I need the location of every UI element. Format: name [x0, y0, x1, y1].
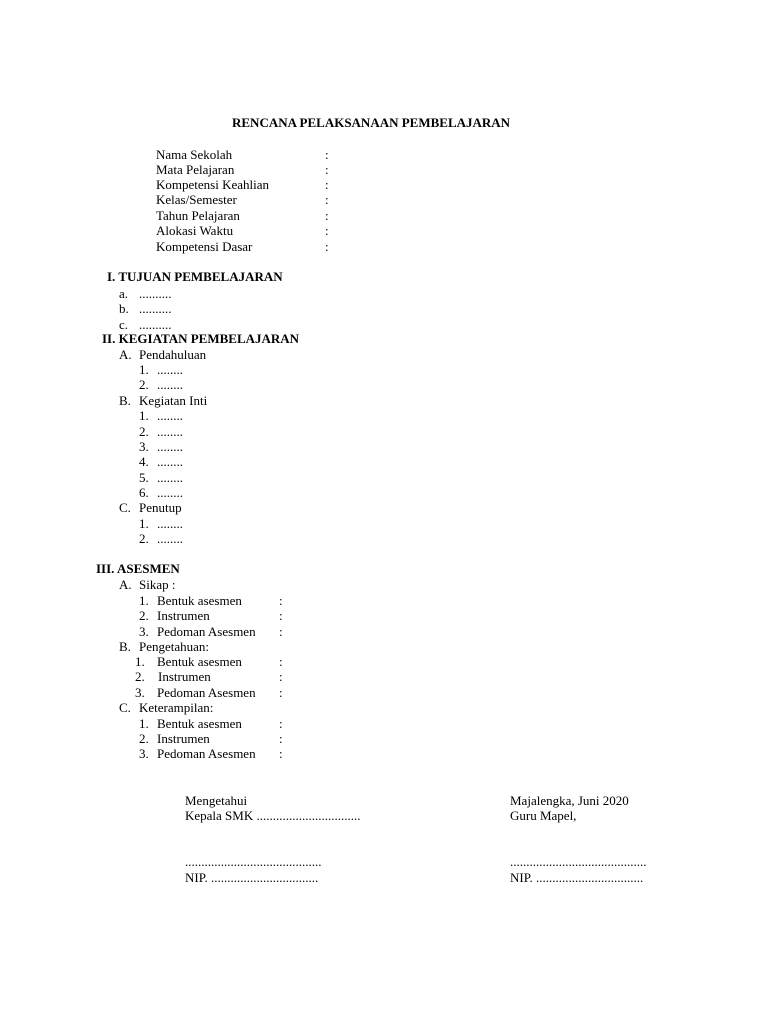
subsection-marker: A. [119, 347, 132, 362]
identity-colon: : [325, 177, 329, 192]
signature-left-kepala: Kepala SMK ................................ [185, 808, 361, 823]
list-item: Pedoman Asesmen [157, 746, 256, 761]
list-marker: b. [119, 301, 129, 316]
list-item: ........ [157, 470, 183, 485]
list-item: Instrumen [157, 608, 210, 623]
list-marker: 2. [139, 608, 149, 623]
list-item: ........ [157, 516, 183, 531]
list-marker: a. [119, 286, 129, 301]
list-item: .......... [139, 317, 172, 332]
item-colon: : [279, 731, 283, 746]
list-item: .......... [139, 301, 172, 316]
list-marker: 6. [139, 485, 149, 500]
identity-colon: : [325, 147, 329, 162]
item-colon: : [279, 593, 283, 608]
list-marker: 3. [139, 439, 149, 454]
list-marker: 3. [139, 746, 149, 761]
list-item: Bentuk asesmen [157, 716, 242, 731]
document-title: RENCANA PELAKSANAAN PEMBELAJARAN [232, 115, 511, 130]
signature-right-place-date: Majalengka, Juni 2020 [510, 793, 629, 808]
subsection-label-penutup: Penutup [139, 500, 182, 515]
list-item: ........ [157, 531, 183, 546]
signature-right-nip: NIP. ................................. [510, 870, 644, 885]
signature-left-nip: NIP. ................................. [185, 870, 319, 885]
item-colon: : [279, 669, 283, 684]
list-marker: 1. [139, 716, 149, 731]
list-marker: 3. [139, 624, 149, 639]
identity-label-kelas-semester: Kelas/Semester [156, 192, 237, 207]
list-marker: 1. [135, 654, 145, 669]
item-colon: : [279, 654, 283, 669]
identity-colon: : [325, 239, 329, 254]
identity-label-kompetensi-keahlian: Kompetensi Keahlian [156, 177, 269, 192]
list-marker: 2. [139, 424, 149, 439]
list-marker: 2. [139, 731, 149, 746]
list-marker: 2. [135, 669, 145, 684]
subsection-marker: C. [119, 700, 131, 715]
identity-label-tahun-pelajaran: Tahun Pelajaran [156, 208, 240, 223]
list-item: Bentuk asesmen [157, 593, 242, 608]
list-item: ........ [157, 424, 183, 439]
list-marker: c. [119, 317, 129, 332]
list-item: Instrumen [157, 731, 210, 746]
list-item: ........ [157, 485, 183, 500]
list-item: Pedoman Asesmen [157, 624, 256, 639]
signature-right-guru: Guru Mapel, [510, 808, 577, 823]
list-marker: 1. [139, 362, 149, 377]
item-colon: : [279, 685, 283, 700]
list-marker: 2. [139, 531, 149, 546]
list-item: Pedoman Asesmen [157, 685, 256, 700]
item-colon: : [279, 746, 283, 761]
list-item: ........ [157, 454, 183, 469]
identity-label-mata-pelajaran: Mata Pelajaran [156, 162, 235, 177]
list-marker: 1. [139, 408, 149, 423]
identity-colon: : [325, 208, 329, 223]
subsection-marker: C. [119, 500, 131, 515]
item-colon: : [279, 608, 283, 623]
subsection-marker: B. [119, 639, 131, 654]
signature-right-name-line: .......................................... [510, 854, 647, 869]
list-marker: 4. [139, 454, 149, 469]
subsection-label-pengetahuan: Pengetahuan: [139, 639, 210, 654]
subsection-marker: A. [119, 577, 132, 592]
list-marker: 3. [135, 685, 145, 700]
identity-label-alokasi-waktu: Alokasi Waktu [156, 223, 234, 238]
identity-label-nama-sekolah: Nama Sekolah [156, 147, 233, 162]
identity-colon: : [325, 223, 329, 238]
list-item: ........ [157, 439, 183, 454]
list-marker: 1. [139, 516, 149, 531]
list-item: ........ [157, 362, 183, 377]
section-heading-kegiatan: II. KEGIATAN PEMBELAJARAN [102, 331, 300, 346]
identity-colon: : [325, 192, 329, 207]
list-item: Bentuk asesmen [157, 654, 242, 669]
list-item: .......... [139, 286, 172, 301]
subsection-label-keterampilan: Keterampilan: [139, 700, 214, 715]
list-marker: 2. [139, 377, 149, 392]
signature-left-mengetahui: Mengetahui [185, 793, 248, 808]
subsection-label-kegiatan-inti: Kegiatan Inti [139, 393, 208, 408]
list-item: ........ [157, 408, 183, 423]
list-item: Instrumen [158, 669, 211, 684]
subsection-label-sikap: Sikap : [139, 577, 176, 592]
identity-label-kompetensi-dasar: Kompetensi Dasar [156, 239, 253, 254]
subsection-label-pendahuluan: Pendahuluan [139, 347, 207, 362]
section-heading-asesmen: III. ASESMEN [96, 561, 180, 576]
signature-left-name-line: .......................................... [185, 854, 322, 869]
list-marker: 5. [139, 470, 149, 485]
section-heading-tujuan: I. TUJUAN PEMBELAJARAN [107, 269, 283, 284]
list-item: ........ [157, 377, 183, 392]
list-marker: 1. [139, 593, 149, 608]
item-colon: : [279, 624, 283, 639]
item-colon: : [279, 716, 283, 731]
identity-colon: : [325, 162, 329, 177]
subsection-marker: B. [119, 393, 131, 408]
